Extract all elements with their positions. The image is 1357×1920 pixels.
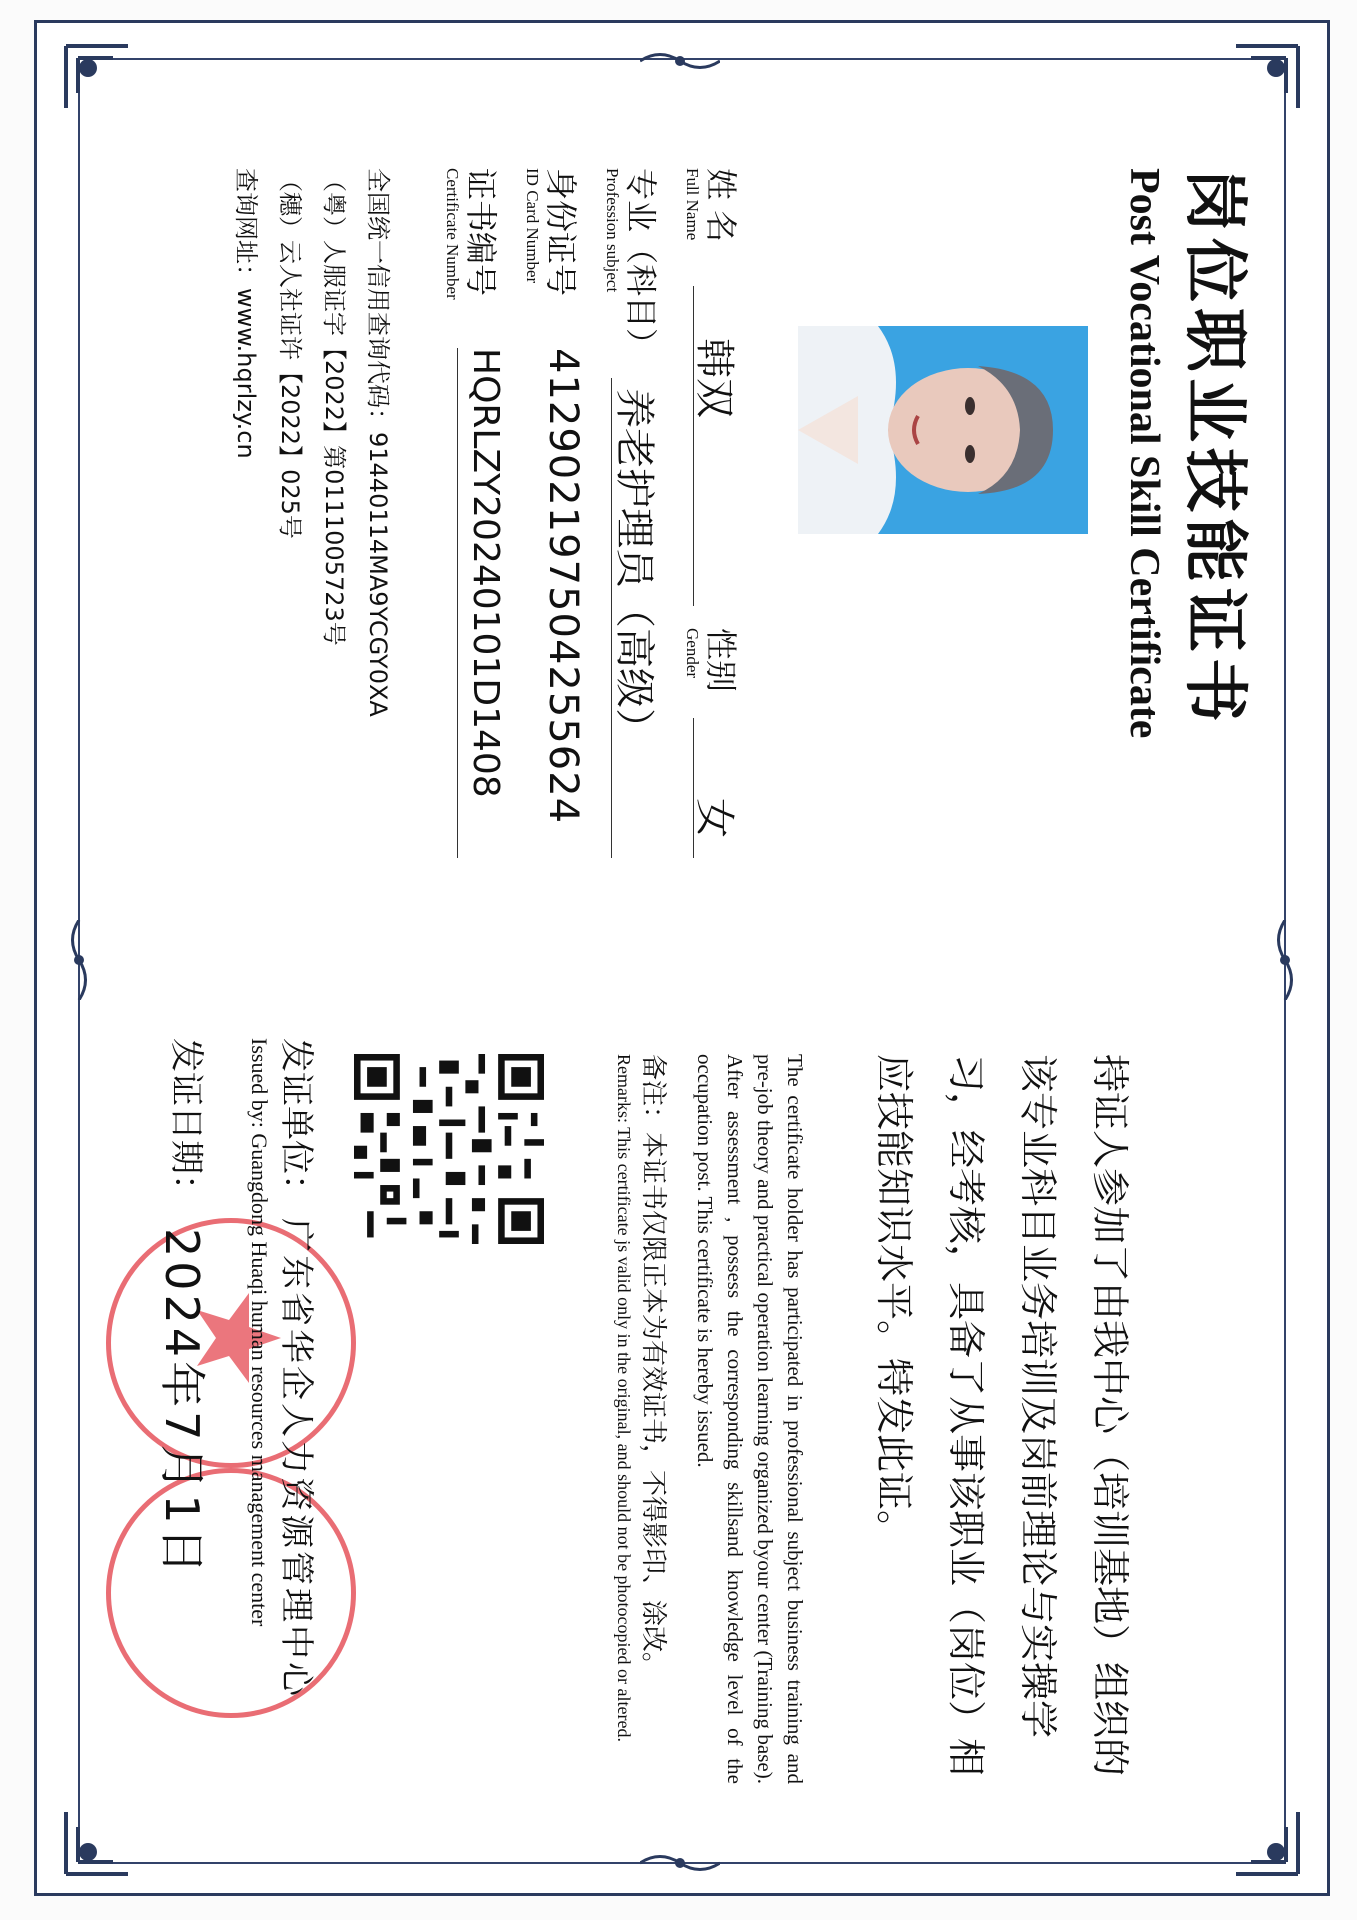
profession-value: 养老护理员（高级） xyxy=(611,388,657,748)
holder-photo xyxy=(798,326,1088,534)
license-2: （穗）云人社证许【2022】025号 xyxy=(276,168,304,539)
gender-label: 性别 xyxy=(702,628,740,693)
id-label: 身份证号 xyxy=(542,168,580,297)
name-value: 韩双 xyxy=(691,338,737,418)
website: 查询网址：www.hqrlzy.cn xyxy=(232,168,260,459)
cert-number-value: HQRLZY20240101D1408 xyxy=(465,348,506,798)
qr-code-icon xyxy=(354,1054,544,1244)
certificate-title: 岗位职业技能证书 xyxy=(1177,168,1252,728)
id-value: 412902197504255624 xyxy=(540,348,586,825)
issuer-en: Issued by: Guangdong Huaqi human resources management center xyxy=(247,1038,272,1627)
remark-cn: 备注：本证书仅限正本为有效证书，不得影印、涂改。 xyxy=(638,1054,668,1679)
issue-date-label: 发证日期： xyxy=(166,1038,206,1208)
name-label-en: Full Name xyxy=(683,168,702,241)
profession-label: 专业（科目） xyxy=(622,168,660,361)
remark-en: Remarks: This certificate js valid only in the original, and should not be photocopied or altered. xyxy=(614,1054,634,1742)
gender-value: 女 xyxy=(691,798,737,838)
name-underline xyxy=(693,286,694,606)
issuer-value: 广东省华企人力资源管理中心 xyxy=(276,1218,316,1699)
license-1: （粤）人服证字【2022】第0111005723号 xyxy=(320,168,348,646)
statement-cn: 持证人参加了由我中心（培训基地）组织的该专业科目业务培训及岗前理论与实操学习，经考核，具备了从事该职业（岗位）相应技能知识水平。特发此证。 xyxy=(872,1054,1132,1777)
profession-label-en: Profession subject xyxy=(603,168,622,293)
profession-underline xyxy=(611,378,612,858)
name-label: 姓 名 xyxy=(702,168,740,243)
cert-number-label: 证书编号 xyxy=(462,168,500,297)
issuer-label: 发证单位： xyxy=(276,1038,316,1208)
cert-number-underline xyxy=(457,348,458,858)
statement-en: The certificate holder has participated in professional subject business training and pre-job theory and practical operation learning organized byour center (Training base). After assessment , possess the corresponding skillsand knowledge level of the occupation post. This certificate is hereby issued. xyxy=(693,1054,807,1784)
certificate-title-en: Post Vocational Skill Certificate xyxy=(1121,168,1167,739)
id-label-en: ID Card Number xyxy=(523,168,542,284)
credit-code: 全国统一信用查询代码：91440114MA9YCGY0XA xyxy=(364,168,392,717)
cert-number-label-en: Certificate Number xyxy=(443,168,462,300)
gender-underline xyxy=(693,718,694,858)
certificate-content xyxy=(78,58,1286,1864)
gender-label-en: Gender xyxy=(683,628,702,679)
issue-date-value: 2024年7月1日 xyxy=(155,1228,209,1578)
